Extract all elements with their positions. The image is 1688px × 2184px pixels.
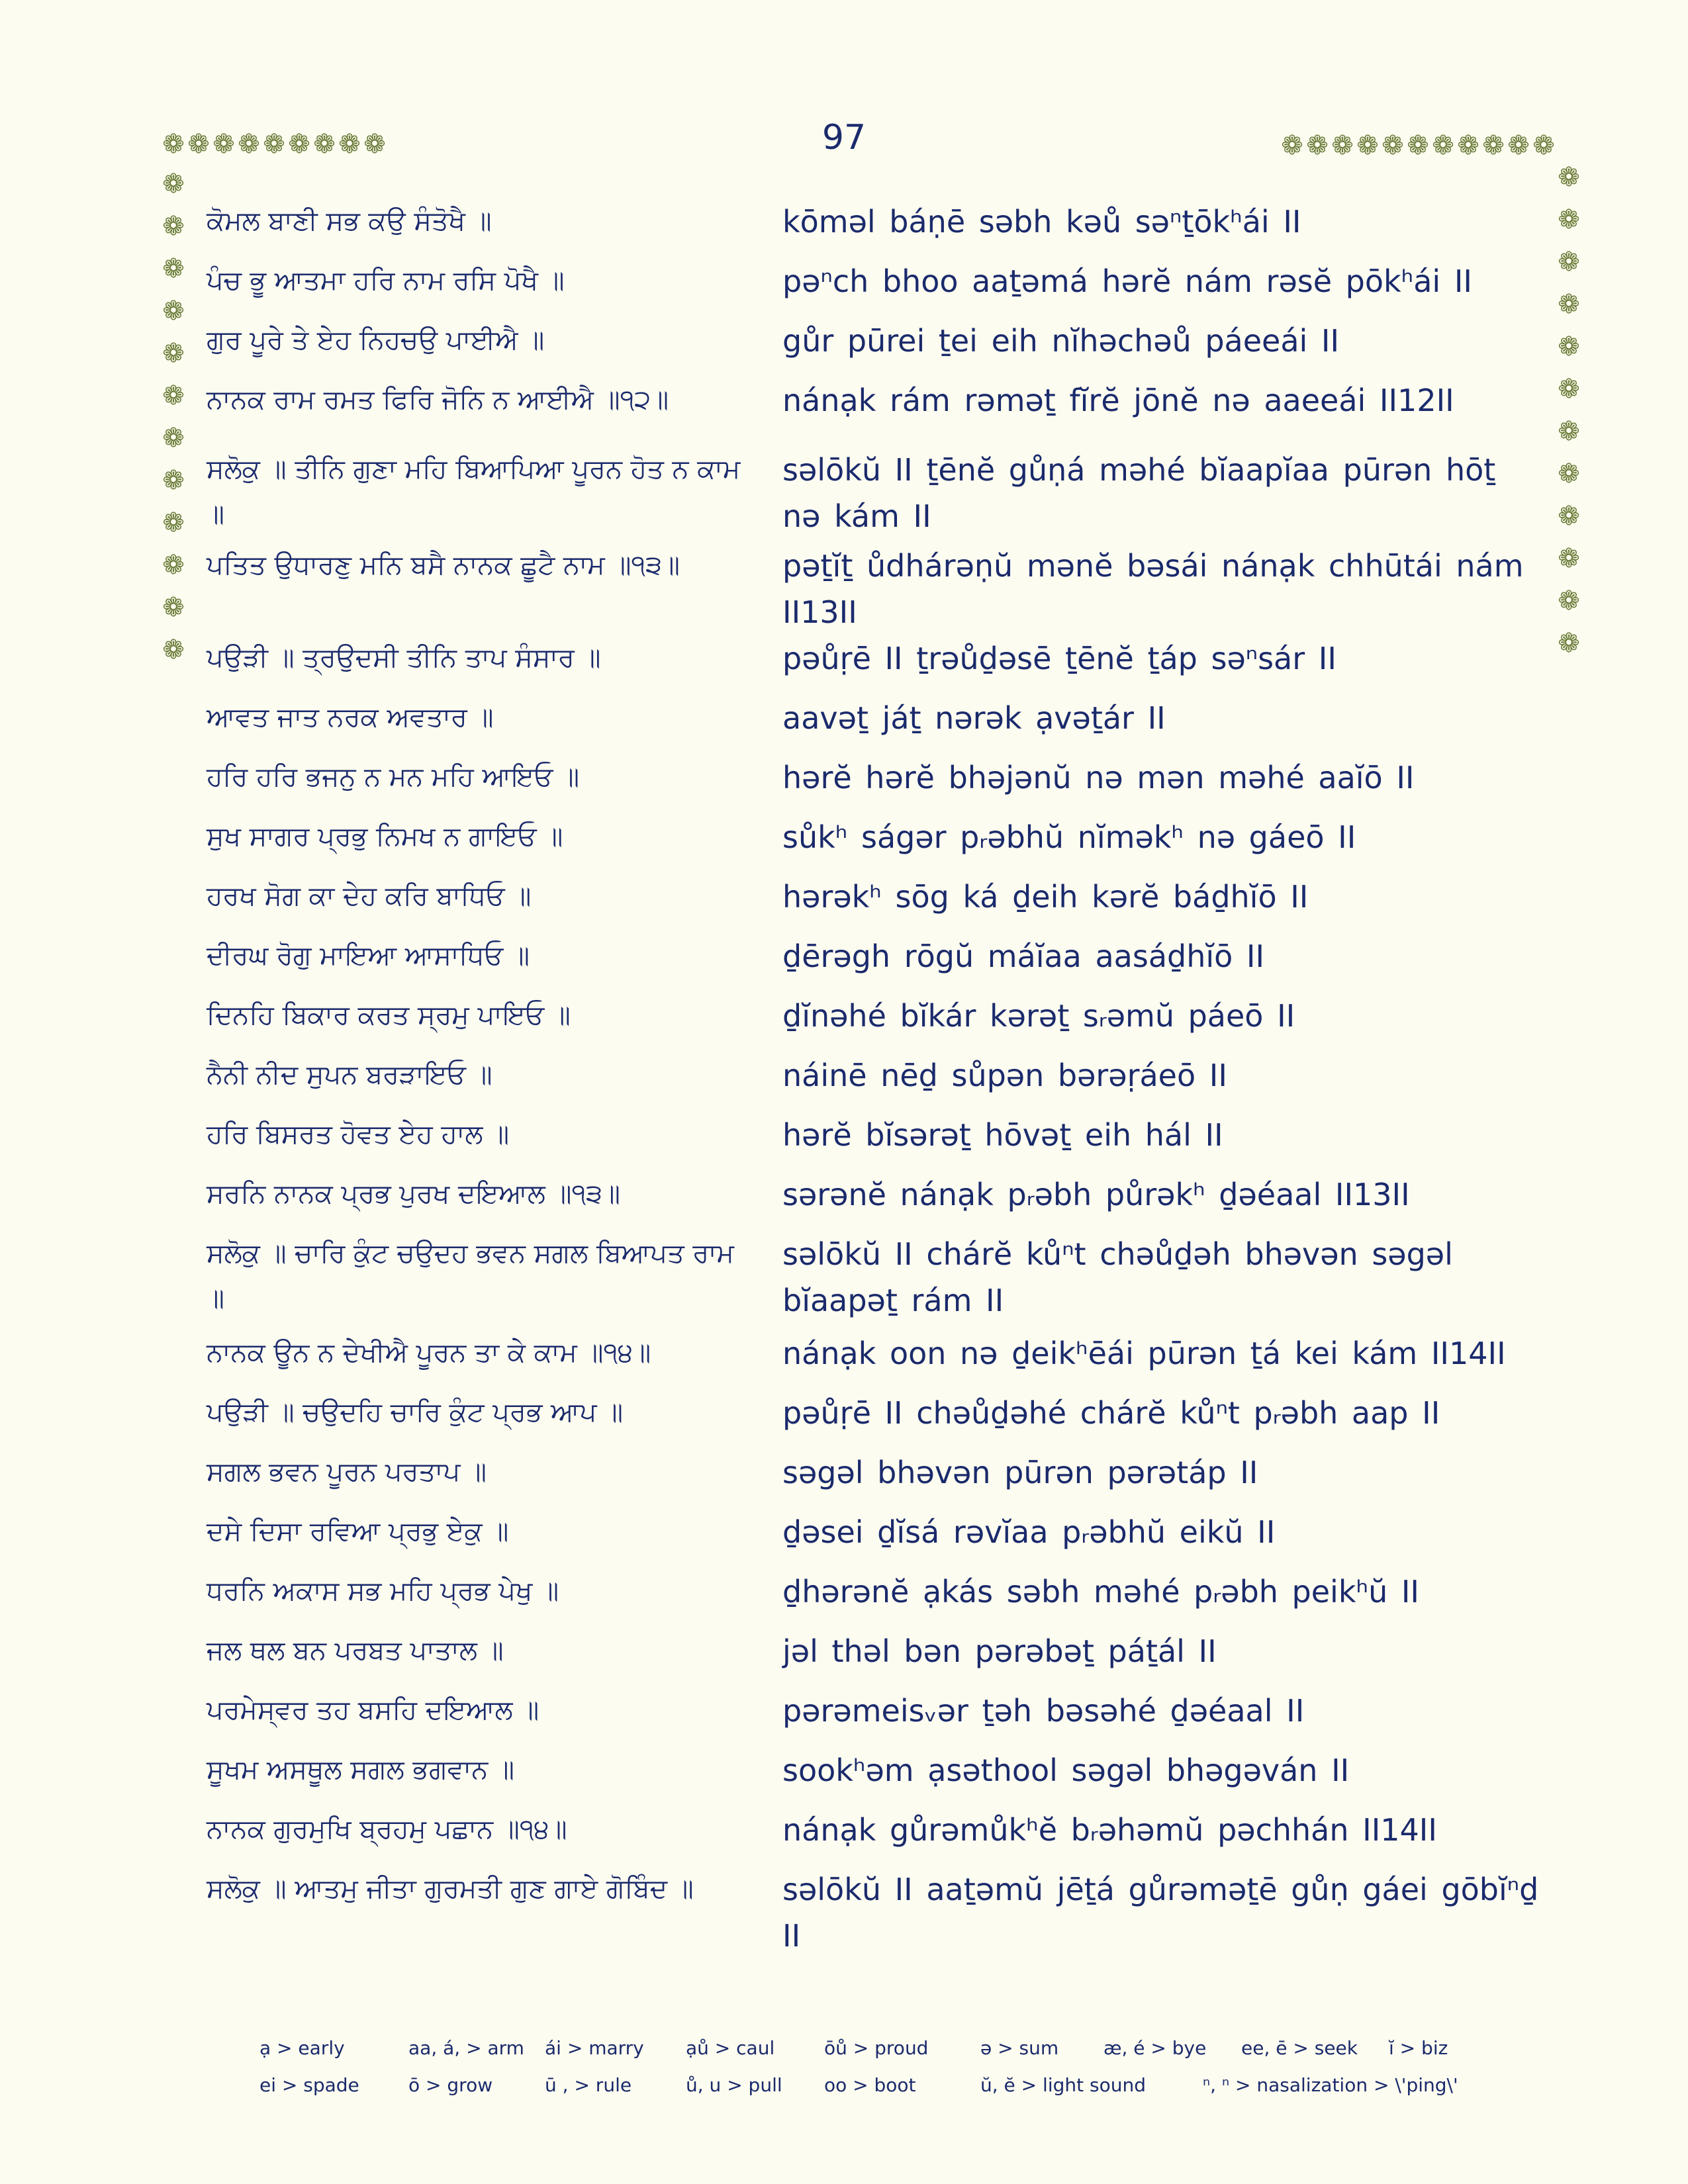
legend-entry: æ, é > bye xyxy=(1103,2037,1207,2059)
transliteration-line: səlōkŭ II ṯēnĕ gůṇá məhé bĭaapĭaa pūrən hōṯ nə kám II xyxy=(782,452,1496,534)
legend-entry: ee, ē > seek xyxy=(1241,2037,1358,2059)
flower-ornament-icon: ❁ xyxy=(338,129,361,159)
gurmukhi-line: ਨਾਨਕ ਗੁਰਮੁਖਿ ਬ੍ਰਹਮੁ ਪਛਾਨ ॥੧੪॥ xyxy=(207,1814,567,1844)
transliteration-line: aavəṯ jáṯ nərək ạvəṯár II xyxy=(782,700,1166,736)
gurmukhi-line: ਦਸੇ ਦਿਸਾ ਰਵਿਆ ਪ੍ਰਭੁ ਏਕੁ ॥ xyxy=(207,1516,509,1547)
gurmukhi-line: ਸਲੋਕੁ ॥ ਤੀਨਿ ਗੁਣਾ ਮਹਿ ਬਿਆਪਿਆ ਪੂਰਨ ਹੋਤ ਨ ਕਾਮ ॥ xyxy=(207,454,741,529)
legend-entry: ū , > rule xyxy=(545,2074,632,2096)
flower-ornament-icon: ❁ xyxy=(1558,586,1580,616)
legend-entry: ạ > early xyxy=(259,2037,345,2059)
flower-ornament-icon: ❁ xyxy=(1558,205,1580,235)
legend-entry: ⁿ, ⁿ > nasalization > \'ping\' xyxy=(1203,2074,1458,2096)
flower-ornament-icon: ❁ xyxy=(162,423,185,453)
flower-ornament-icon: ❁ xyxy=(162,465,185,496)
flower-ornament-icon: ❁ xyxy=(1558,501,1580,531)
transliteration-line: ḏĭnəhé bĭkár kərəṯ sᵣəmŭ páeō II xyxy=(782,998,1295,1034)
gurmukhi-line: ਪਉੜੀ ॥ ਚਉਦਹਿ ਚਾਰਿ ਕੁੰਟ ਪ੍ਰਭ ਆਪ ॥ xyxy=(207,1397,624,1428)
flower-ornament-icon: ❁ xyxy=(187,129,210,159)
flower-ornament-icon: ❁ xyxy=(1532,130,1555,161)
gurmukhi-line: ਹਰਖ ਸੋਗ ਕਾ ਦੇਹ ਕਰਿ ਬਾਧਿਓ ॥ xyxy=(207,881,532,911)
flower-ornament-icon: ❁ xyxy=(162,635,185,665)
gurmukhi-line: ਹਰਿ ਬਿਸਰਤ ਹੋਵਤ ਏਹ ਹਾਲ ॥ xyxy=(207,1119,510,1150)
gurmukhi-line: ਆਵਤ ਜਾਤ ਨਰਕ ਅਵਤਾਰ ॥ xyxy=(207,702,494,733)
flower-ornament-icon: ❁ xyxy=(1558,332,1580,362)
legend-entry: ə > sum xyxy=(980,2037,1059,2059)
transliteration-line: pəṯĭṯ ůdhárəṇŭ mənĕ bəsái nánạk chhūtái nám II13II xyxy=(782,548,1524,630)
transliteration-line: səlōkŭ II chárĕ kůⁿt chəůḏəh bhəvən səgəl bĭaapəṯ rám II xyxy=(782,1236,1453,1318)
page-number: 97 xyxy=(821,118,867,158)
flower-ornament-icon: ❁ xyxy=(1558,162,1580,193)
flower-ornament-icon: ❁ xyxy=(1356,130,1379,161)
transliteration-line: pərəmeisᵥər ṯəh bəsəhé ḏəéaal II xyxy=(782,1693,1305,1729)
transliteration-line: ḏērəgh rōgŭ máĭaa aasáḏhĭō II xyxy=(782,938,1265,974)
transliteration-line: pəůṛē II ṯrəůḏəsē ṯēnĕ ṯáp səⁿsár II xyxy=(782,641,1336,676)
flower-ornament-icon: ❁ xyxy=(1507,130,1530,161)
flower-ornament-icon: ❁ xyxy=(363,129,386,159)
flower-ornament-icon: ❁ xyxy=(1558,543,1580,574)
transliteration-line: nánạk oon nə ḏeikʰēái pūrən ṯá kei kám II14II xyxy=(782,1336,1506,1371)
flower-ornament-icon: ❁ xyxy=(1558,289,1580,320)
legend-entry: ái > marry xyxy=(545,2037,644,2059)
flower-ornament-icon: ❁ xyxy=(238,129,260,159)
flower-ornament-icon: ❁ xyxy=(162,550,185,580)
flower-ornament-icon: ❁ xyxy=(1407,130,1429,161)
transliteration-line: hərĕ bĭsərəṯ hōvəṯ eih hál II xyxy=(782,1117,1223,1153)
legend-entry: ei > spade xyxy=(259,2074,359,2096)
legend-entry: ů, u > pull xyxy=(686,2074,782,2096)
flower-ornament-icon: ❁ xyxy=(162,592,185,623)
transliteration-line: kōməl báṇē səbh kəů səⁿṯōkʰái II xyxy=(782,204,1301,240)
flower-ornament-icon: ❁ xyxy=(162,211,185,242)
transliteration-line: nánạk gůrəmůkʰĕ bᵣəhəmŭ pəchhán II14II xyxy=(782,1812,1437,1848)
transliteration-line: sůkʰ ságər pᵣəbhŭ nĭməkʰ nə gáeō II xyxy=(782,819,1356,855)
gurmukhi-line: ਪੰਚ ਭੂ ਆਤਮਾ ਹਰਿ ਨਾਮ ਰਸਿ ਪੋਖੈ ॥ xyxy=(207,265,565,296)
gurmukhi-line: ਧਰਨਿ ਅਕਾਸ ਸਭ ਮਹਿ ਪ੍ਰਭ ਪੇਖੁ ॥ xyxy=(207,1576,559,1606)
gurmukhi-line: ਸਰਨਿ ਨਾਨਕ ਪ੍ਰਭ ਪੁਰਖ ਦਇਆਲ ॥੧੩॥ xyxy=(207,1179,621,1209)
flower-ornament-icon: ❁ xyxy=(212,129,235,159)
flower-ornament-icon: ❁ xyxy=(1558,416,1580,447)
legend-entry: oo > boot xyxy=(824,2074,916,2096)
flower-ornament-icon: ❁ xyxy=(162,508,185,538)
flower-ornament-icon: ❁ xyxy=(1558,628,1580,659)
gurmukhi-line: ਪਰਮੇਸ੍ਵਰ ਤਹ ਬਸਹਿ ਦਇਆਲ ॥ xyxy=(207,1695,539,1725)
legend-entry: ĭ > biz xyxy=(1389,2037,1448,2059)
gurmukhi-line: ਨਾਨਕ ਊਨ ਨ ਦੇਖੀਐ ਪੂਰਨ ਤਾ ਕੇ ਕਾਮ ॥੧੪॥ xyxy=(207,1338,651,1368)
flower-ornament-icon: ❁ xyxy=(1432,130,1454,161)
transliteration-line: sookʰəm ạsəthool səgəl bhəgəván II xyxy=(782,1752,1350,1788)
flower-ornament-icon: ❁ xyxy=(1457,130,1479,161)
flower-ornament-icon: ❁ xyxy=(162,296,185,326)
flower-ornament-icon: ❁ xyxy=(288,129,310,159)
gurmukhi-line: ਹਰਿ ਹਰਿ ਭਜਨੁ ਨ ਮਨ ਮਹਿ ਆਇਓ ॥ xyxy=(207,762,580,792)
flower-ornament-icon: ❁ xyxy=(162,169,185,199)
transliteration-line: ḏhərənĕ ạkás səbh məhé pᵣəbh peikʰŭ II xyxy=(782,1574,1419,1610)
gurmukhi-line: ਨੈਨੀ ਨੀਦ ਸੁਪਨ ਬਰੜਾਇਓ ॥ xyxy=(207,1060,492,1090)
gurmukhi-line: ਕੋਮਲ ਬਾਣੀ ਸਭ ਕਉ ਸੰਤੋਖੈ ॥ xyxy=(207,206,492,236)
gurmukhi-line: ਦੀਰਘ ਰੋਗੁ ਮਾਇਆ ਆਸਾਧਿਓ ॥ xyxy=(207,940,530,971)
flower-ornament-icon: ❁ xyxy=(263,129,285,159)
transliteration-line: pəⁿch bhoo aaṯəmá hərĕ nám rəsĕ pōkʰái II xyxy=(782,263,1472,299)
transliteration-line: hərəkʰ sōg ká ḏeih kərĕ báḏhĭō II xyxy=(782,879,1309,915)
legend-entry: aa, á, > arm xyxy=(408,2037,524,2059)
flower-ornament-icon: ❁ xyxy=(162,381,185,411)
flower-ornament-icon: ❁ xyxy=(1331,130,1354,161)
gurmukhi-line: ਦਿਨਹਿ ਬਿਕਾਰ ਕਰਤ ਸ੍ਰਮੁ ਪਾਇਓ ॥ xyxy=(207,1000,571,1030)
gurmukhi-line: ਨਾਨਕ ਰਾਮ ਰਮਤ ਫਿਰਿ ਜੋਨਿ ਨ ਆਈਐ ॥੧੨॥ xyxy=(207,385,669,415)
legend-entry: ạů > caul xyxy=(686,2037,775,2059)
transliteration-line: ḏəsei ḏĭsá rəvĭaa pᵣəbhŭ eikŭ II xyxy=(782,1514,1276,1550)
flower-ornament-icon: ❁ xyxy=(1558,374,1580,404)
gurmukhi-line: ਸਗਲ ਭਵਨ ਪੂਰਨ ਪਰਤਾਪ ॥ xyxy=(207,1457,487,1487)
flower-ornament-icon: ❁ xyxy=(1558,459,1580,489)
flower-ornament-icon: ❁ xyxy=(1482,130,1505,161)
transliteration-line: sərənĕ nánạk pᵣəbh půrəkʰ ḏəéaal II13II xyxy=(782,1177,1410,1212)
transliteration-line: pəůṛē II chəůḏəhé chárĕ kůⁿt pᵣəbh aap II xyxy=(782,1395,1440,1431)
gurmukhi-line: ਸੂਖਮ ਅਸਥੂਲ ਸਗਲ ਭਗਵਾਨ ॥ xyxy=(207,1754,514,1785)
gurmukhi-line: ਸਲੋਕੁ ॥ ਚਾਰਿ ਕੁੰਟ ਚਉਦਹ ਭਵਨ ਸਗਲ ਬਿਆਪਤ ਰਾਮ ॥ xyxy=(207,1238,734,1314)
flower-ornament-icon: ❁ xyxy=(313,129,336,159)
gurmukhi-line: ਪਤਿਤ ਉਧਾਰਣੁ ਮਨਿ ਬਸੈ ਨਾਨਕ ਛੂਟੈ ਨਾਮ ॥੧੩॥ xyxy=(207,550,680,580)
transliteration-line: gůr pūrei ṯei eih nĭhəchəů páeeái II xyxy=(782,323,1340,359)
gurmukhi-line: ਸੁਖ ਸਾਗਰ ਪ੍ਰਭੁ ਨਿਮਖ ਨ ਗਾਇਓ ॥ xyxy=(207,821,563,852)
legend-entry: ōů > proud xyxy=(824,2037,929,2059)
flower-ornament-icon: ❁ xyxy=(1558,247,1580,277)
legend-entry: ō > grow xyxy=(408,2074,493,2096)
legend-entry: ŭ, ĕ > light sound xyxy=(980,2074,1146,2096)
gurmukhi-line: ਜਲ ਥਲ ਬਨ ਪਰਬਤ ਪਾਤਾਲ ॥ xyxy=(207,1635,504,1666)
flower-ornament-icon: ❁ xyxy=(162,253,185,284)
gurmukhi-line: ਗੁਰ ਪੂਰੇ ਤੇ ਏਹ ਨਿਹਚਉ ਪਾਈਐ ॥ xyxy=(207,325,545,355)
flower-ornament-icon: ❁ xyxy=(1382,130,1404,161)
transliteration-line: səgəl bhəvən pūrən pərətáp II xyxy=(782,1455,1258,1490)
flower-ornament-icon: ❁ xyxy=(1306,130,1329,161)
transliteration-line: hərĕ hərĕ bhəjənŭ nə mən məhé aaĭō II xyxy=(782,760,1415,796)
transliteration-line: səlōkŭ II aaṯəmŭ jēṯá gůrəməṯē gůṇ gáei gōbĭⁿḏ II xyxy=(782,1872,1539,1954)
flower-ornament-icon: ❁ xyxy=(1281,130,1303,161)
gurmukhi-line: ਪਉੜੀ ॥ ਤ੍ਰਉਦਸੀ ਤੀਨਿ ਤਾਪ ਸੰਸਾਰ ॥ xyxy=(207,643,601,673)
transliteration-line: náinē nēḏ sůpən bərəṛáeō II xyxy=(782,1058,1227,1093)
gurmukhi-line: ਸਲੋਕੁ ॥ ਆਤਮੁ ਜੀਤਾ ਗੁਰਮਤੀ ਗੁਣ ਗਾਏ ਗੋਬਿੰਦ ॥ xyxy=(207,1874,694,1904)
transliteration-line: nánạk rám rəməṯ fĭrĕ jōnĕ nə aaeeái II12II xyxy=(782,383,1454,418)
flower-ornament-icon: ❁ xyxy=(162,338,185,369)
transliteration-line: jəl thəl bən pərəbəṯ páṯál II xyxy=(782,1633,1217,1669)
flower-ornament-icon: ❁ xyxy=(162,129,185,159)
